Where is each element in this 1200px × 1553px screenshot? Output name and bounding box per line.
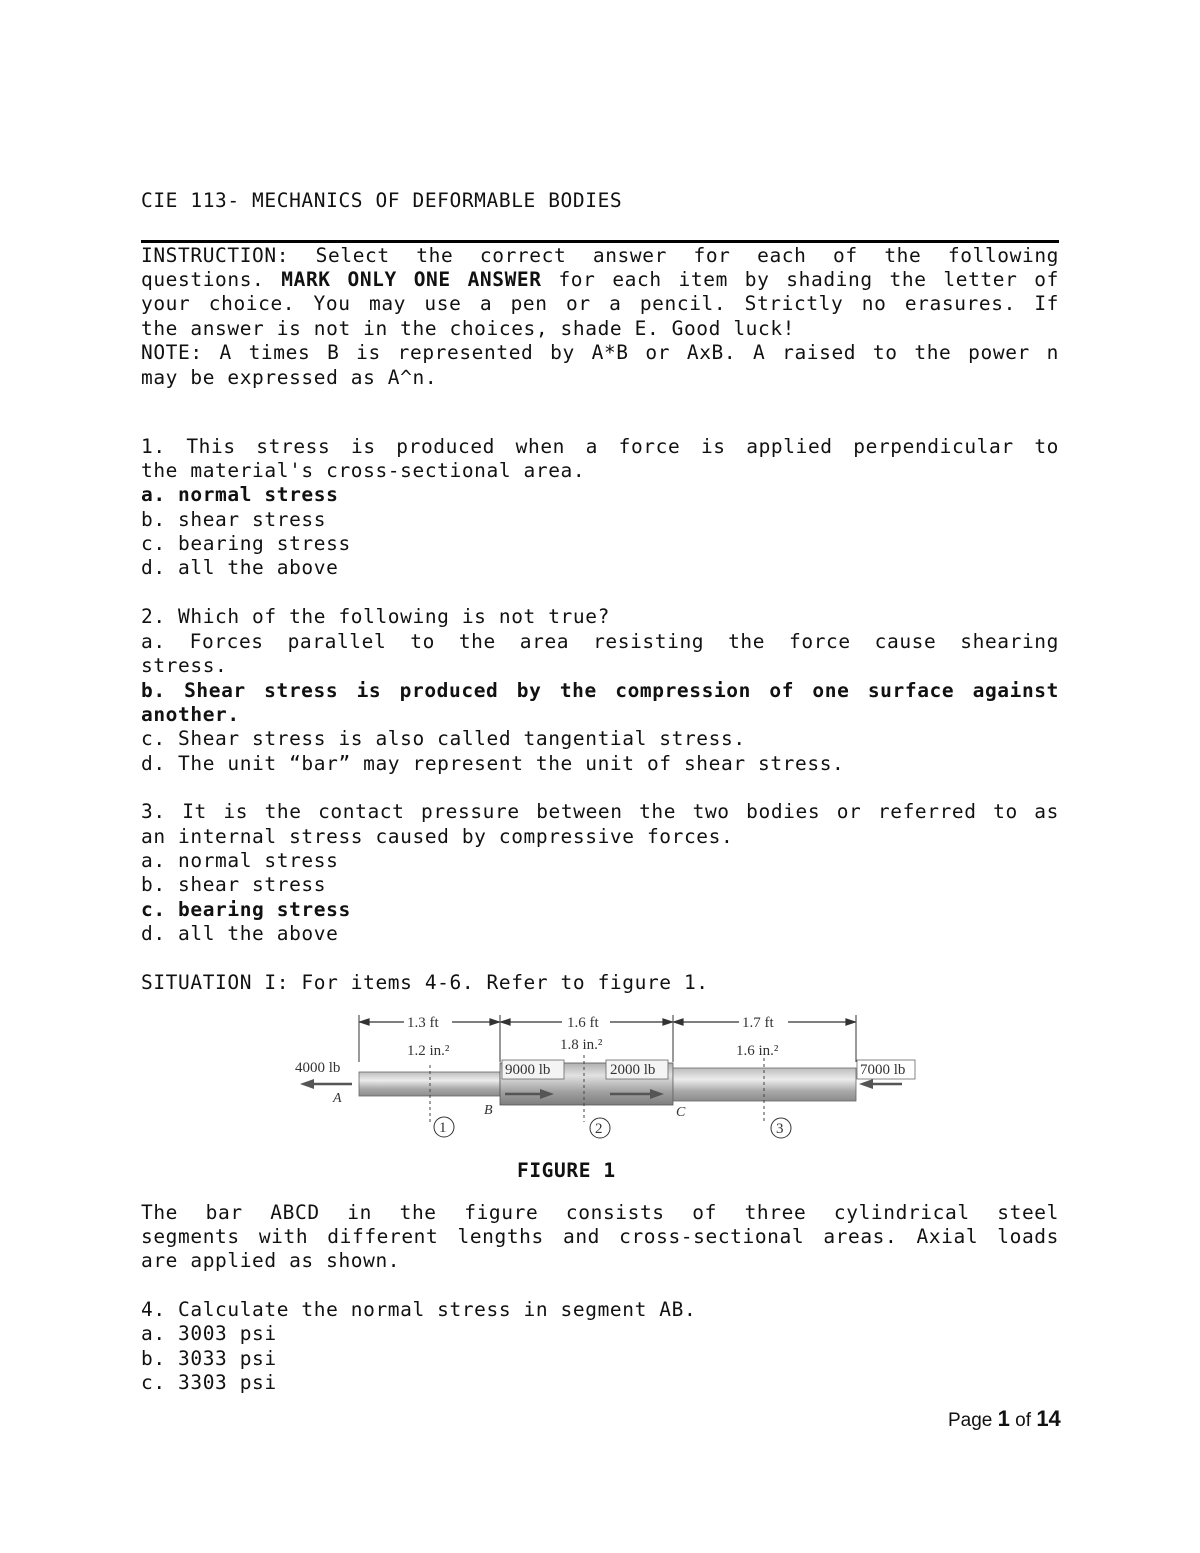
total-pages: 14 — [1036, 1406, 1061, 1431]
section-2-label: 2 — [595, 1121, 603, 1137]
section-1-label: 1 — [439, 1120, 447, 1136]
q1-option-b: b. shear stress — [141, 508, 327, 531]
section-3-label: 3 — [776, 1121, 784, 1137]
q3-option-c: c. bearing stress — [141, 898, 351, 921]
description-line-2: segments with different lengths and cross-sectional areas. Axial loads — [141, 1225, 1059, 1248]
description-line-1: The bar ABCD in the figure consists of three cylindrical steel — [141, 1201, 1059, 1224]
q3-option-a: a. normal stress — [141, 849, 339, 872]
q1-stem-line-1: 1. This stress is produced when a force is applied perpendicular to — [141, 435, 1059, 458]
note-line-1: NOTE: A times B is represented by A*B or AxB. A raised to the power n — [141, 341, 1059, 364]
instruction-text: questions. — [141, 268, 282, 291]
q3-option-d: d. all the above — [141, 922, 339, 945]
area-ab-label: 1.2 in.² — [407, 1043, 450, 1059]
figure-1-bar-diagram — [292, 1010, 918, 1150]
q2-option-d: d. The unit “bar” may represent the unit of shear stress. — [141, 752, 845, 775]
load-d-label: 7000 lb — [860, 1062, 906, 1078]
q4-option-a: a. 3003 psi — [141, 1322, 277, 1345]
load-mid-label: 2000 lb — [610, 1062, 656, 1078]
point-b-label: B — [484, 1103, 493, 1118]
length-ab-label: 1.3 ft — [407, 1015, 439, 1031]
instruction-text: for each item by shading the letter of — [541, 268, 1059, 291]
q1-option-a: a. normal stress — [141, 483, 339, 506]
instruction-line-2 — [141, 268, 1059, 291]
q2-option-a-line-1: a. Forces parallel to the area resisting the force cause shearing — [141, 630, 1059, 653]
length-bc-label: 1.6 ft — [567, 1015, 599, 1031]
instruction-emphasis: MARK ONLY ONE ANSWER — [281, 268, 542, 291]
q3-stem-line-2: an internal stress caused by compressive forces. — [141, 825, 734, 848]
q4-option-b: b. 3033 psi — [141, 1347, 277, 1370]
point-a-label: A — [333, 1091, 342, 1106]
instruction-line-1: INSTRUCTION: Select the correct answer for each of the following — [141, 244, 1059, 267]
situation-heading: SITUATION I: For items 4-6. Refer to figure 1. — [141, 971, 709, 994]
load-b-label: 9000 lb — [505, 1062, 551, 1078]
current-page: 1 — [997, 1406, 1010, 1431]
q1-stem-line-2: the material's cross-sectional area. — [141, 459, 586, 482]
figure-caption: FIGURE 1 — [517, 1159, 616, 1182]
q2-stem: 2. Which of the following is not true? — [141, 605, 610, 628]
description-line-3: are applied as shown. — [141, 1249, 401, 1272]
q4-option-c: c. 3303 psi — [141, 1371, 277, 1394]
point-c-label: C — [676, 1105, 686, 1120]
document-title: CIE 113- MECHANICS OF DEFORMABLE BODIES — [141, 189, 623, 212]
page-label: Page — [948, 1410, 998, 1431]
of-label: of — [1009, 1410, 1037, 1431]
load-a-label: 4000 lb — [295, 1060, 341, 1076]
instruction-line-3: your choice. You may use a pen or a pencil. Strictly no erasures. If — [141, 292, 1059, 315]
q2-option-b-line-2: another. — [141, 703, 240, 726]
area-bc-label: 1.8 in.² — [560, 1037, 603, 1053]
title-rule — [141, 240, 1059, 243]
page-number — [948, 1406, 1061, 1432]
area-cd-label: 1.6 in.² — [736, 1043, 779, 1059]
instruction-line-4: the answer is not in the choices, shade E. Good luck! — [141, 317, 796, 340]
q4-stem: 4. Calculate the normal stress in segment AB. — [141, 1298, 697, 1321]
q2-option-a-line-2: stress. — [141, 654, 228, 677]
q3-stem-line-1: 3. It is the contact pressure between the two bodies or referred to as — [141, 800, 1059, 823]
q2-option-c: c. Shear stress is also called tangential stress. — [141, 727, 746, 750]
q1-option-d: d. all the above — [141, 556, 339, 579]
q1-option-c: c. bearing stress — [141, 532, 351, 555]
length-cd-label: 1.7 ft — [742, 1015, 774, 1031]
q2-option-b-line-1: b. Shear stress is produced by the compression of one surface against — [141, 679, 1059, 702]
note-line-2: may be expressed as A^n. — [141, 366, 438, 389]
q3-option-b: b. shear stress — [141, 873, 327, 896]
